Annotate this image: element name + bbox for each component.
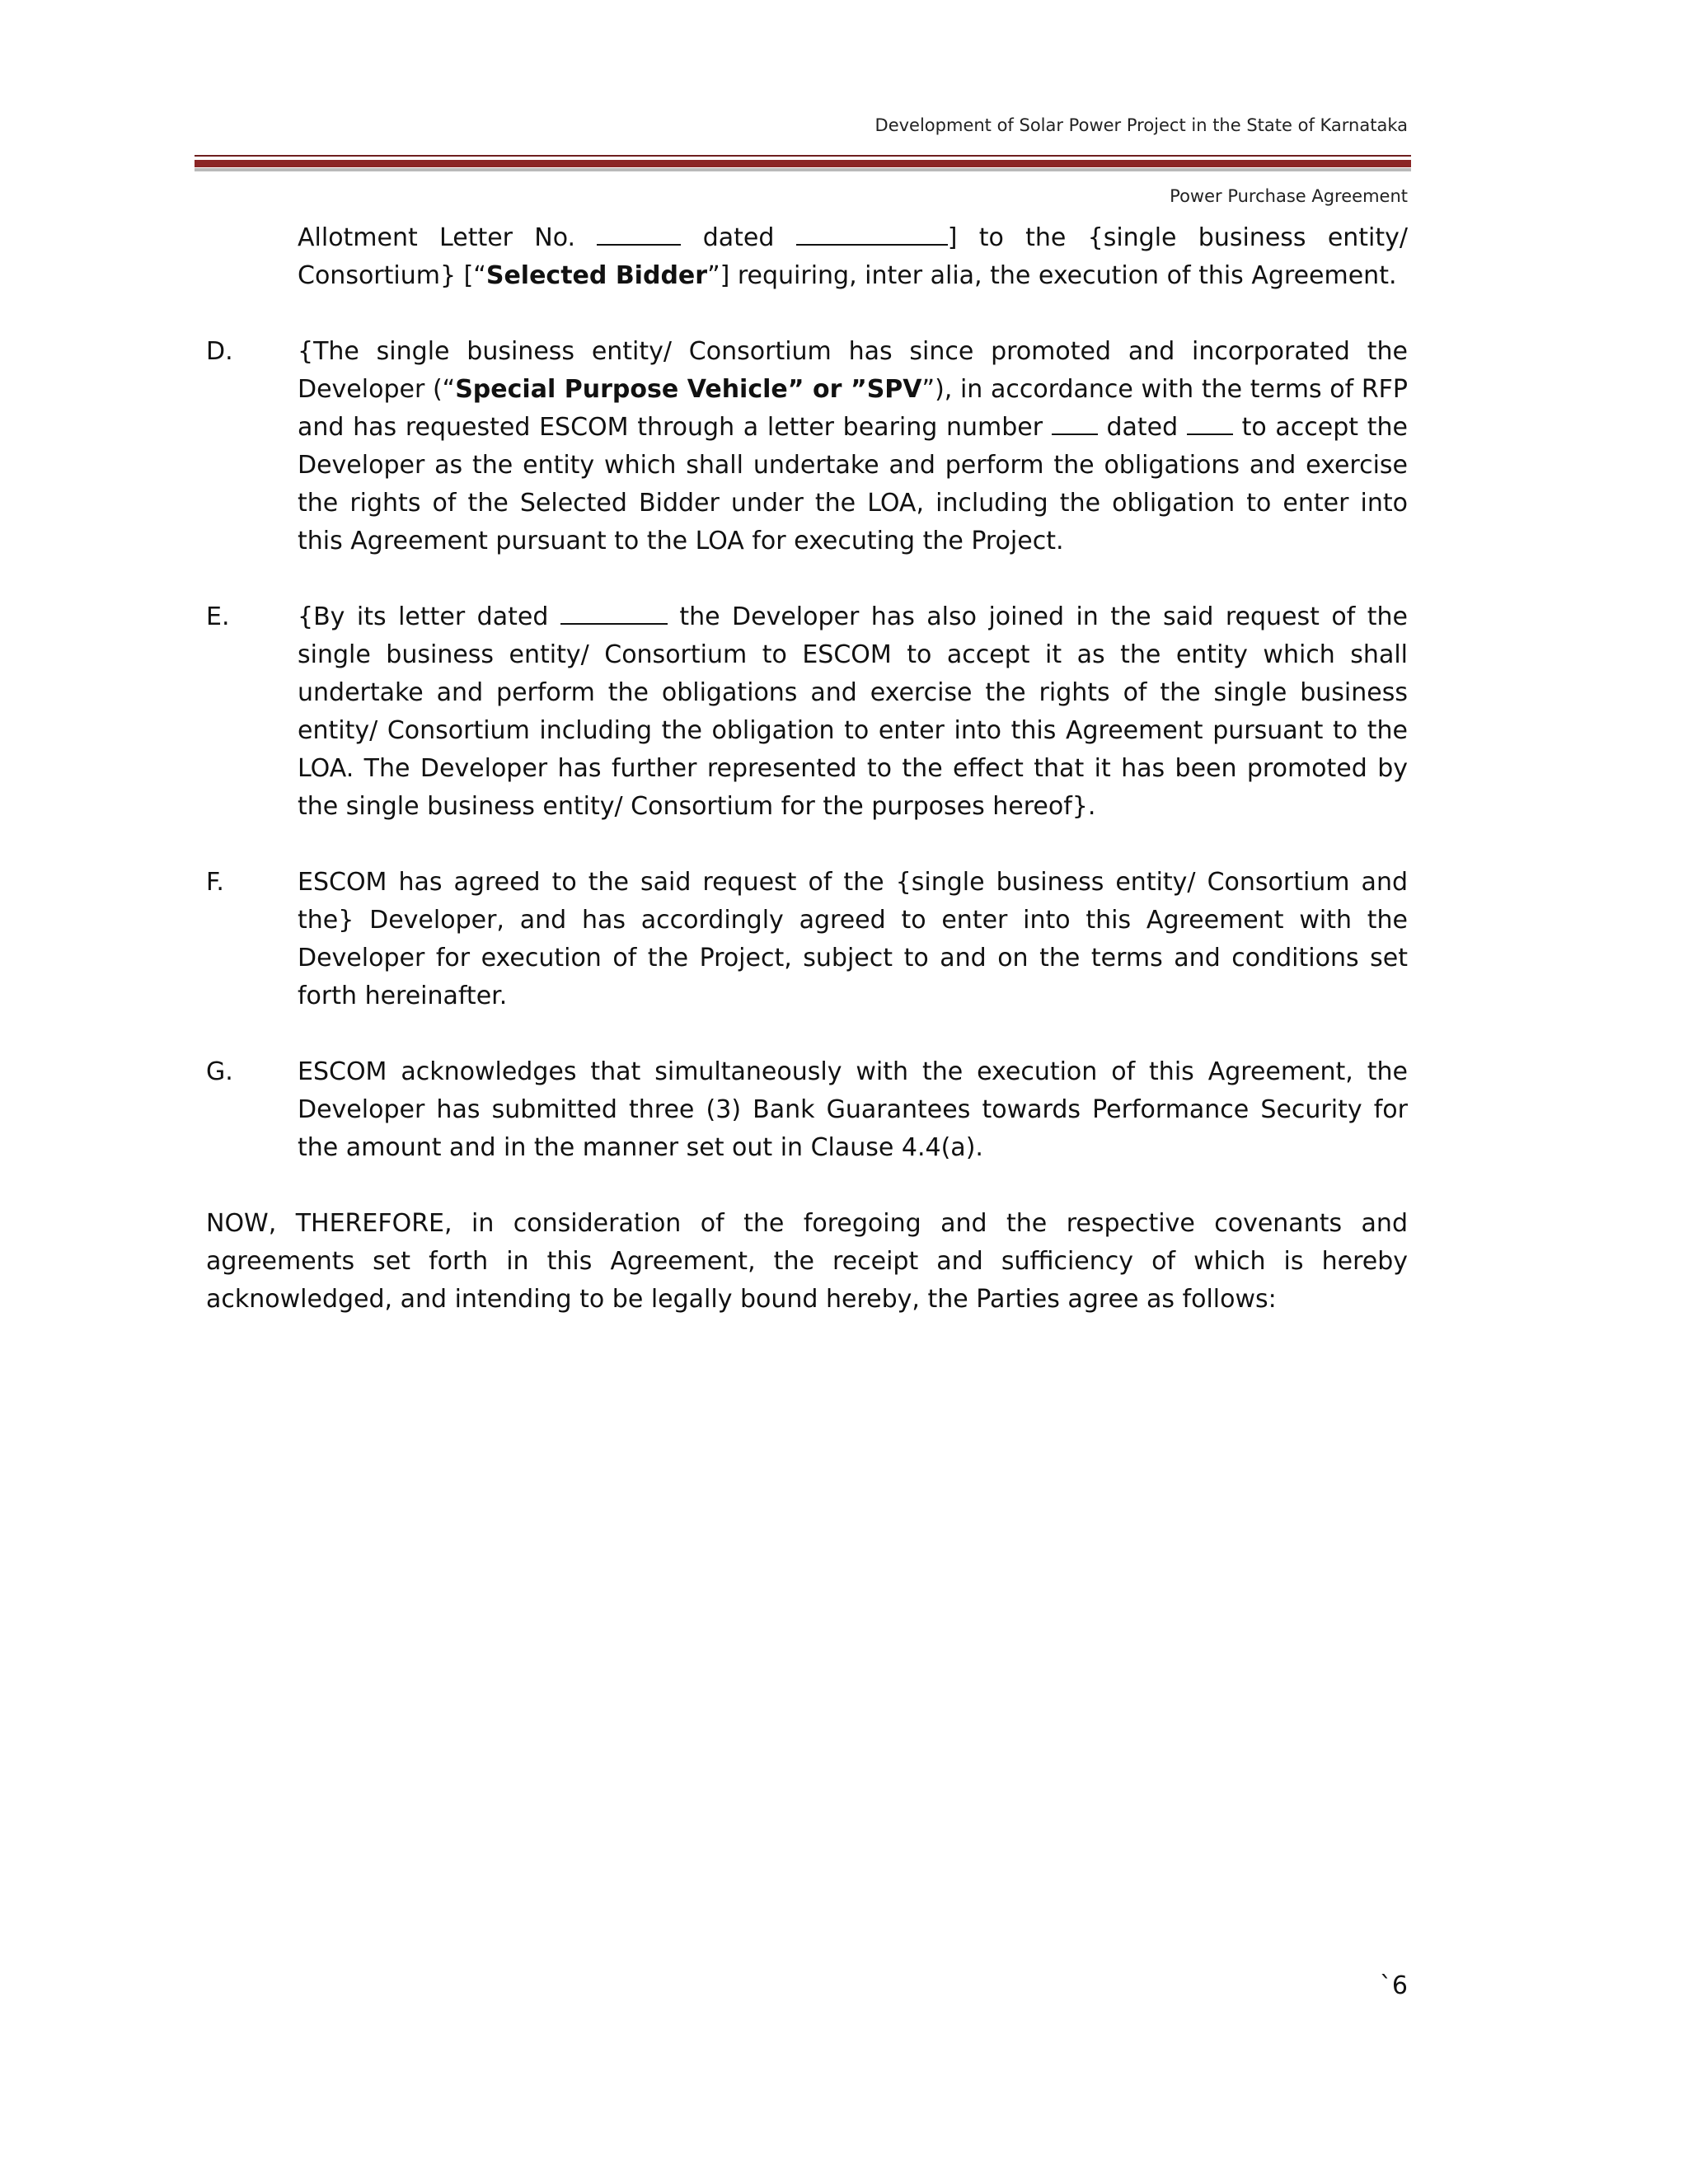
closing-paragraph bbox=[206, 1205, 1408, 1319]
recital-d-bold-term: Special Purpose Vehicle” or ”SPV bbox=[455, 375, 922, 404]
closing-text: NOW, THEREFORE, in consideration of the foregoing and the respective covenants and agreements set forth in this Agreement, the receipt and sufficiency of which is hereby acknowledged, and intending to be legally bound hereby, the Parties agree as follows: bbox=[206, 1209, 1408, 1314]
blank-line bbox=[597, 223, 681, 246]
header-rule-thin bbox=[195, 155, 1411, 157]
recital-e-text-2: the Developer has also joined in the said request of the single business entity/ Consortium to ESCOM to accept it as the entity which shall undertake and perform the obligations and exercise the rights of the single business entity/ Consortium including the obligation to enter into this Agreement pursuant to the LOA. The Developer has further represented to the effect that it has been promoted by the single business entity/ Consortium for the purposes hereof}. bbox=[298, 602, 1408, 821]
recital-d-text-4: to accept the Developer as the entity which shall undertake and perform the obligations and exercise the rights of the Selected Bidder under the LOA, including the obligation to enter into this Agreement pursuant to the LOA for executing the Project. bbox=[298, 413, 1408, 555]
recital-d-text-3: dated bbox=[1106, 413, 1179, 442]
intro-text-1: Allotment Letter No. bbox=[298, 223, 576, 252]
recital-d bbox=[206, 333, 1408, 560]
intro-paragraph bbox=[206, 219, 1408, 295]
blank-line bbox=[1187, 412, 1233, 435]
header-rule-thick bbox=[195, 160, 1411, 167]
document-header-title: Development of Solar Power Project in the State of Karnataka bbox=[874, 115, 1408, 135]
recital-d-text-1: {The single business entity/ Consortium has since promoted and incorporated the Developer (“ bbox=[298, 337, 1408, 404]
intro-bold-term: Selected Bidder bbox=[485, 261, 708, 290]
intro-text-3: ] to the {single business entity/ Consortium} [“ bbox=[298, 223, 1409, 290]
recital-letter: F. bbox=[206, 868, 224, 897]
recital-g-text: ESCOM acknowledges that simultaneously with the execution of this Agreement, the Developer has submitted three (3) Bank Guarantees towards Performance Security for the amount and in the manner set out in Clause 4.4(a). bbox=[298, 1057, 1408, 1162]
document-body bbox=[206, 219, 1408, 1357]
recital-letter: E. bbox=[206, 602, 230, 631]
recital-f-text: ESCOM has agreed to the said request of the {single business entity/ Consortium and the} Developer, and has accordingly agreed to enter into this Agreement with the Developer for execution of the Project, subject to and on the terms and conditions set forth hereinafter. bbox=[298, 868, 1408, 1010]
header-rule-shadow bbox=[195, 168, 1411, 171]
blank-line bbox=[796, 223, 948, 246]
recital-letter: D. bbox=[206, 337, 233, 366]
document-header-subtitle: Power Purchase Agreement bbox=[1170, 186, 1408, 206]
page-number: `6 bbox=[1379, 1971, 1408, 2000]
intro-text-4: ”] requiring, inter alia, the execution of this Agreement. bbox=[707, 261, 1397, 290]
recital-letter: G. bbox=[206, 1057, 233, 1086]
blank-line bbox=[560, 602, 668, 625]
recital-d-text-2: ”), in accordance with the terms of RFP and has requested ESCOM through a letter bearing number bbox=[298, 375, 1409, 442]
recital-e-text-1: {By its letter dated bbox=[298, 602, 549, 631]
intro-text-2: dated bbox=[702, 223, 775, 252]
recital-e bbox=[206, 598, 1408, 826]
blank-line bbox=[1052, 412, 1098, 435]
recital-f bbox=[206, 864, 1408, 1015]
recital-g bbox=[206, 1053, 1408, 1167]
